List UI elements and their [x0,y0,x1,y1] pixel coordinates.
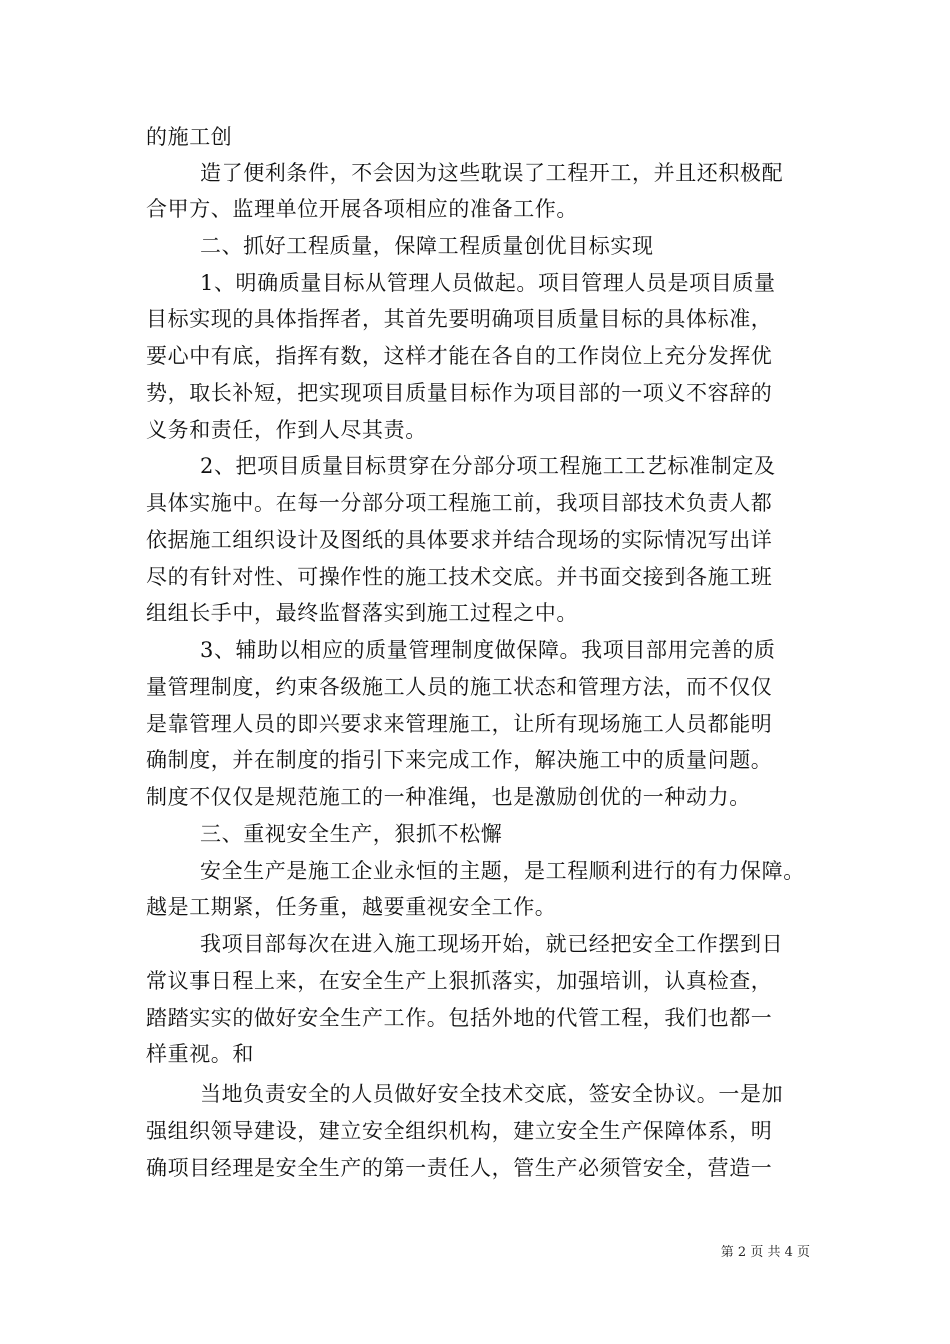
text-line: 依据施工组织设计及图纸的具体要求并结合现场的实际情况写出详 [146,528,773,552]
text-line: 目标实现的具体指挥者，其首先要明确项目质量目标的具体标准， [146,307,773,331]
text-line: 3、辅助以相应的质量管理制度做保障。我项目部用完善的质 [200,638,776,662]
page-number: 第 2 页 共 4 页 [720,1245,810,1260]
text-line: 具体实施中。在每一分部分项工程施工前，我项目部技术负责人都 [146,491,773,515]
text-line: 确项目经理是安全生产的第一责任人，管生产必须管安全，营造一 [146,1156,773,1180]
text-line: 要心中有底，指挥有数，这样才能在各自的工作岗位上充分发挥优 [146,344,773,368]
text-line: 当地负责安全的人员做好安全技术交底，签安全协议。一是加 [200,1082,784,1106]
text-line: 合甲方、监理单位开展各项相应的准备工作。 [146,197,578,221]
text-line: 义务和责任，作到人尽其责。 [146,418,427,442]
text-line: 1、明确质量目标从管理人员做起。项目管理人员是项目质量 [200,271,776,295]
section-heading: 三、重视安全生产，狠抓不松懈 [200,822,503,846]
text-line: 样重视。和 [146,1042,254,1066]
text-line: 确制度，并在制度的指引下来完成工作，解决施工中的质量问题。 [146,748,773,772]
text-line: 尽的有针对性、可操作性的施工技术交底。并书面交接到各施工班 [146,565,773,589]
text-line: 2、把项目质量目标贯穿在分部分项工程施工工艺标准制定及 [200,454,776,478]
section-heading: 二、抓好工程质量，保障工程质量创优目标实现 [200,234,654,258]
text-line: 造了便利条件，不会因为这些耽误了工程开工，并且还积极配 [200,161,784,185]
text-line: 越是工期紧，任务重，越要重视安全工作。 [146,895,557,919]
text-line: 的施工创 [146,125,233,149]
text-line: 踏踏实实的做好安全生产工作。包括外地的代管工程，我们也都一 [146,1006,773,1030]
text-line: 是靠管理人员的即兴要求来管理施工，让所有现场施工人员都能明 [146,712,773,736]
text-line: 势，取长补短，把实现项目质量目标作为项目部的一项义不容辞的 [146,381,773,405]
text-line: 安全生产是施工企业永恒的主题，是工程顺利进行的有力保障。 [200,859,805,883]
text-line: 我项目部每次在进入施工现场开始，就已经把安全工作摆到日 [200,932,784,956]
text-line: 量管理制度，约束各级施工人员的施工状态和管理方法，而不仅仅 [146,675,773,699]
text-line: 组组长手中，最终监督落实到施工过程之中。 [146,601,578,625]
text-line: 制度不仅仅是规范施工的一种准绳，也是激励创优的一种动力。 [146,785,751,809]
text-line: 强组织领导建设，建立安全组织机构，建立安全生产保障体系，明 [146,1119,773,1143]
text-line: 常议事日程上来，在安全生产上狠抓落实，加强培训，认真检查， [146,969,773,993]
